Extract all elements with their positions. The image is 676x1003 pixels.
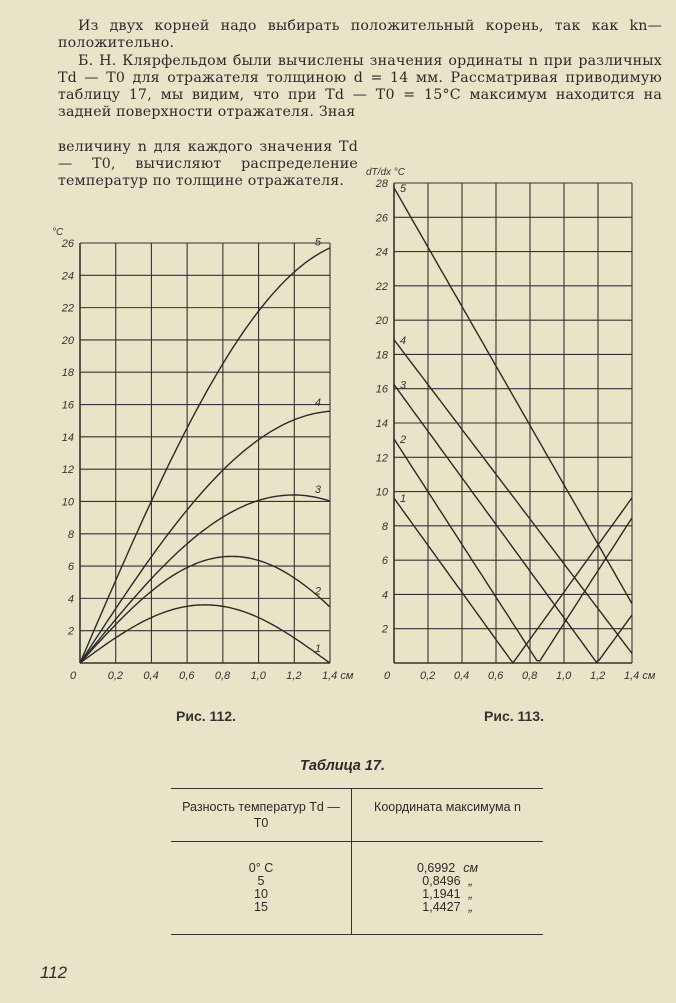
y-tick-label: 4 xyxy=(67,593,74,606)
curve-label: 1 xyxy=(400,493,407,506)
curve-label: 2 xyxy=(314,585,321,598)
y-tick-label: 14 xyxy=(61,431,74,444)
y-tick-label: 6 xyxy=(67,561,74,574)
curve-5 xyxy=(394,188,632,604)
curve-4 xyxy=(394,340,632,654)
y-tick-label: 22 xyxy=(61,302,74,315)
x-tick-label: 0,8 xyxy=(214,670,231,682)
y-tick-label: 26 xyxy=(375,212,388,225)
curve-label: 1 xyxy=(314,642,321,655)
figure-113 xyxy=(360,145,676,690)
table-header-coordinate: Координата максимума n xyxy=(352,789,544,842)
y-tick-label: 4 xyxy=(381,589,388,602)
paragraph-2: Б. Н. Клярфельдом были вычислены значения ординаты n при различных Td — T0 для отражателя толщиною d = 14 мм. Рассматривая приводимую таблицу 17, мы видим, что при Td — T0 = 15°C максимум находится на задней поверхности отражателя. Зная xyxy=(58,53,662,120)
x-tick-label: 1,2 xyxy=(590,670,606,682)
x-tick-label: 0,8 xyxy=(522,670,538,682)
curve-5 xyxy=(80,248,330,663)
curve-3 xyxy=(80,495,330,663)
y-tick-label: 10 xyxy=(375,486,388,499)
x-tick-label: 1,0 xyxy=(250,670,266,682)
curve-label: 4 xyxy=(400,334,407,347)
figure-112 xyxy=(40,220,354,690)
y-tick-label: 28 xyxy=(375,178,388,190)
curve-label: 3 xyxy=(400,379,407,392)
x-tick-label: 0,6 xyxy=(488,670,504,682)
table-title: Таблица 17. xyxy=(300,758,386,774)
x-tick-label: 0,4 xyxy=(143,670,159,682)
curve-2 xyxy=(80,556,330,663)
x-tick-label: 1,2 xyxy=(286,670,302,682)
curve-label: 5 xyxy=(400,182,407,195)
x-tick-label: 1,4 см xyxy=(322,670,354,682)
paragraph-3: величину n для каждого значения Td — T0, вычисляют распределение температур по толщине отражателя. xyxy=(58,139,358,189)
curve-2 xyxy=(394,439,632,661)
curve-4 xyxy=(80,411,330,663)
y-tick-label: 16 xyxy=(61,399,74,412)
table-row: 15 1,4427 „ xyxy=(171,901,543,935)
x-tick-label: 0,4 xyxy=(454,670,470,682)
y-tick-label: 20 xyxy=(375,315,388,328)
table-row: 0° C 0,6992 см xyxy=(171,842,543,876)
curve-label: 4 xyxy=(314,397,321,410)
y-tick-label: 24 xyxy=(61,270,74,283)
table-row: 10 1,1941 „ xyxy=(171,888,543,901)
grid xyxy=(394,183,632,663)
x-tick-label: 0 xyxy=(384,670,391,682)
curve-label: 5 xyxy=(314,236,321,249)
y-tick-label: 6 xyxy=(381,555,388,568)
y-tick-label: 20 xyxy=(61,334,74,347)
table-row: 5 0,8496 „ xyxy=(171,875,543,888)
y-tick-label: 18 xyxy=(61,367,74,380)
y-tick-label: 26 xyxy=(61,238,74,250)
unit-label: dT/dx °C xyxy=(366,167,406,178)
x-tick-label: 0,2 xyxy=(107,670,124,682)
figure-112-caption: Рис. 112. xyxy=(176,708,236,724)
table-17 xyxy=(171,788,543,935)
curve-label: 2 xyxy=(400,434,407,446)
curve-3 xyxy=(394,385,632,662)
figure-113-caption: Рис. 113. xyxy=(484,708,544,724)
unit-label: °C xyxy=(52,227,64,238)
grid xyxy=(80,243,330,663)
y-tick-label: 8 xyxy=(381,520,388,533)
x-tick-label: 1,4 см xyxy=(624,670,656,682)
y-tick-label: 16 xyxy=(375,383,388,396)
y-tick-label: 12 xyxy=(61,464,74,477)
x-tick-label: 0 xyxy=(70,670,77,682)
curve-1 xyxy=(80,605,330,663)
paragraph-1: Из двух корней надо выбирать положительный корень, так как kn—положительно. xyxy=(58,18,662,51)
y-tick-label: 22 xyxy=(375,280,388,293)
y-tick-label: 10 xyxy=(61,496,74,509)
x-tick-label: 0,2 xyxy=(420,670,436,682)
y-tick-label: 24 xyxy=(375,246,388,259)
y-tick-label: 12 xyxy=(375,452,388,465)
figure-112-plot xyxy=(40,220,354,690)
x-tick-label: 1,0 xyxy=(556,670,572,682)
curve-1 xyxy=(394,498,632,663)
y-tick-label: 8 xyxy=(67,528,74,541)
y-tick-label: 14 xyxy=(375,418,388,430)
page-number: 112 xyxy=(40,963,68,982)
figure-113-plot xyxy=(360,145,676,690)
curve-label: 3 xyxy=(314,483,321,496)
table-header-difference: Разность температур Td — T0 xyxy=(171,789,352,842)
y-tick-label: 18 xyxy=(375,349,388,362)
y-tick-label: 2 xyxy=(67,625,74,638)
x-tick-label: 0,6 xyxy=(179,670,195,682)
y-tick-label: 2 xyxy=(381,623,388,636)
